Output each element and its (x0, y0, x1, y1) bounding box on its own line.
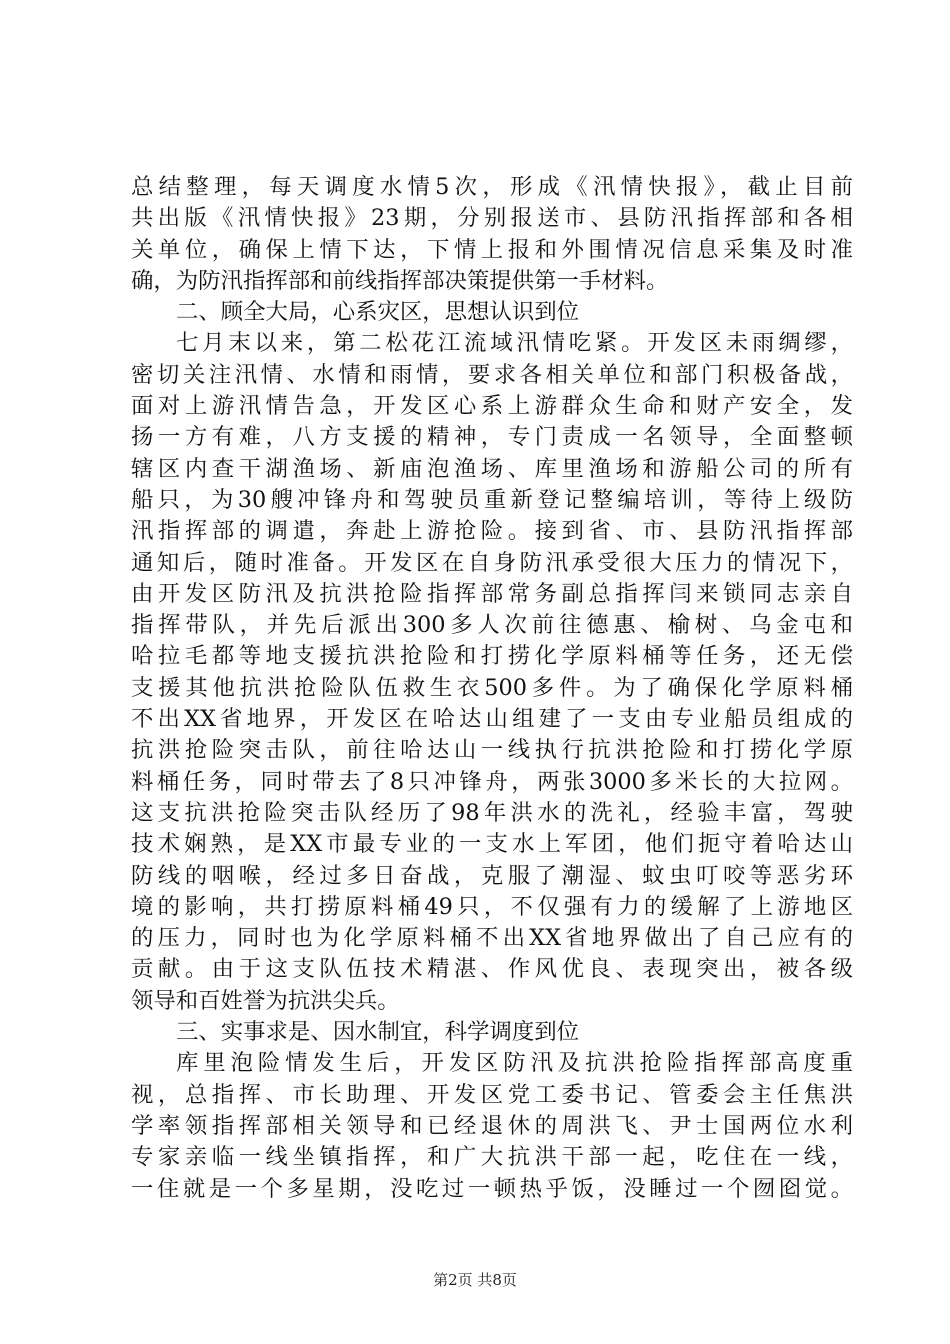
text-line: 料桶任务，同时带去了8只冲锋舟，两张3000多米长的大拉网。 (131, 768, 853, 795)
text-line: 总结整理，每天调度水情5次，形成《汛情快报》，截止目前 (131, 174, 853, 200)
text-line: 通知后，随时准备。开发区在自身防汛承受很大压力的情况下， (131, 549, 853, 576)
text-line: 学率领指挥部相关领导和已经退休的周洪飞、尹士国两位水利 (131, 1112, 853, 1139)
text-line: 辖区内查干湖渔场、新庙泡渔场、库里渔场和游船公司的所有 (131, 455, 853, 482)
text-line: 确，为防汛指挥部和前线指挥部决策提供第一手材料。 (131, 267, 669, 294)
text-line: 抗洪抢险突击队，前往哈达山一线执行抗洪抢险和打捞化学原 (131, 737, 853, 764)
text-line: 境的影响，共打捞原料桶49只，不仅强有力的缓解了上游地区 (131, 893, 853, 920)
text-line: 密切关注汛情、水情和雨情，要求各相关单位和部门积极备战， (131, 361, 853, 388)
text-line: 库里泡险情发生后，开发区防汛及抗洪抢险指挥部高度重 (176, 1050, 853, 1077)
text-line: 七月末以来，第二松花江流域汛情吃紧。开发区未雨绸缪， (176, 330, 853, 357)
document-body (131, 172, 853, 1205)
text-line: 视，总指挥、市长助理、开发区党工委书记、管委会主任焦洪 (131, 1081, 853, 1108)
page-footer: 第2页 共8页 (433, 1271, 517, 1289)
text-line: 专家亲临一线坐镇指挥，和广大抗洪干部一起，吃住在一线， (131, 1144, 853, 1171)
text-line: 扬一方有难，八方支援的精神，专门责成一名领导，全面整顿 (131, 424, 853, 451)
text-line: 的压力，同时也为化学原料桶不出XX省地界做出了自己应有的 (131, 925, 853, 952)
text-line: 面对上游汛情告急，开发区心系上游群众生命和财产安全，发 (131, 393, 853, 420)
text-line: 不出XX省地界，开发区在哈达山组建了一支由专业船员组成的 (131, 706, 853, 733)
text-line: 这支抗洪抢险突击队经历了98年洪水的洗礼，经验丰富，驾驶 (131, 799, 853, 826)
section-heading: 三、实事求是、因水制宜，科学调度到位 (176, 1019, 580, 1046)
text-line: 哈拉毛都等地支援抗洪抢险和打捞化学原料桶等任务，还无偿 (131, 643, 853, 670)
text-line: 技术娴熟，是XX市最专业的一支水上军团，他们扼守着哈达山 (131, 831, 853, 858)
text-line: 汛指挥部的调遣，奔赴上游抢险。接到省、市、县防汛指挥部 (131, 518, 853, 545)
text-line: 一住就是一个多星期，没吃过一顿热乎饭，没睡过一个囫囵觉。 (131, 1175, 853, 1202)
text-line: 共出版《汛情快报》23期，分别报送市、县防汛指挥部和各相 (131, 205, 853, 232)
text-line: 关单位，确保上情下达，下情上报和外围情况信息采集及时准 (131, 236, 853, 263)
text-line: 贡献。由于这支队伍技术精湛、作风优良、表现突出，被各级 (131, 956, 853, 983)
text-line: 船只，为30艘冲锋舟和驾驶员重新登记整编培训，等待上级防 (131, 486, 853, 513)
section-heading: 二、顾全大局，心系灾区，思想认识到位 (176, 299, 580, 326)
text-line: 防线的咽喉，经过多日奋战，克服了潮湿、蚊虫叮咬等恶劣环 (131, 862, 853, 889)
text-line: 支援其他抗洪抢险队伍救生衣500多件。为了确保化学原料桶 (131, 674, 853, 701)
text-line: 由开发区防汛及抗洪抢险指挥部常务副总指挥闫来锁同志亲自 (131, 580, 853, 607)
text-line: 领导和百姓誉为抗洪尖兵。 (131, 987, 400, 1014)
text-line: 指挥带队，并先后派出300多人次前往德惠、榆树、乌金屯和 (131, 612, 853, 639)
